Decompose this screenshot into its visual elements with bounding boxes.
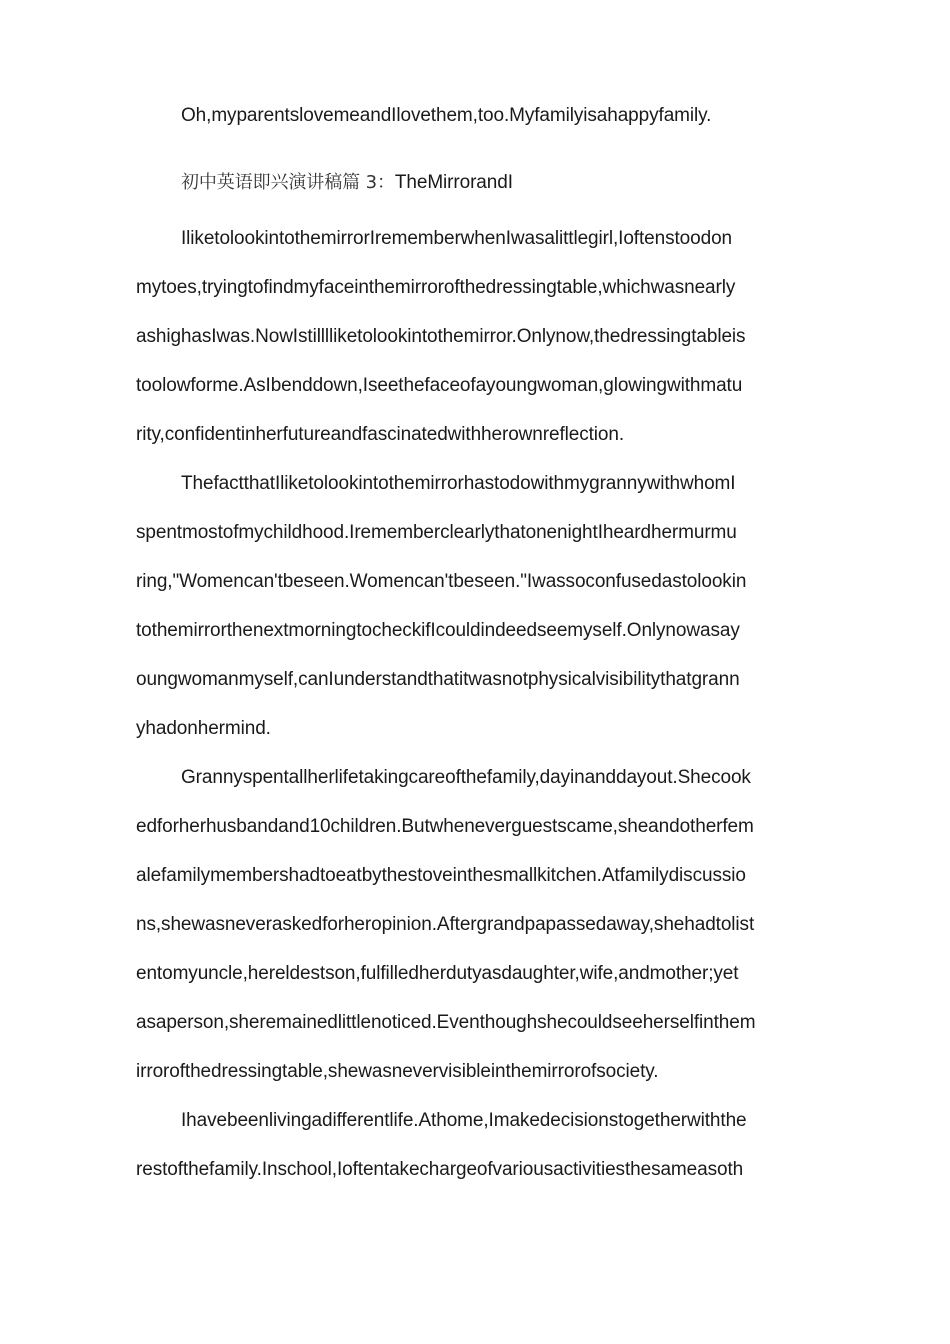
- paragraph-2-line-6: yhadonhermind.: [136, 718, 271, 739]
- paragraph-2-line-4: tothemirrorthenextmorningtocheckifIcouldindeedseemyself.Onlynowasay: [136, 620, 740, 641]
- paragraph-3-line-2: edforherhusbandand10children.Butwheneverguestscame,sheandotherfem: [136, 816, 754, 837]
- intro-line: Oh,myparentslovemeandIlovethem,too.Myfamilyisahappyfamily.: [181, 105, 712, 126]
- paragraph-1-line-2: mytoes,tryingtofindmyfaceinthemirrorofthedressingtable,whichwasnearly: [136, 277, 736, 298]
- paragraph-3-line-3: alefamilymembershadtoeatbythestoveinthesmallkitchen.Atfamilydiscussio: [136, 865, 746, 886]
- paragraph-1-line-5: rity,confidentinherfutureandfascinatedwithherownreflection.: [136, 424, 625, 445]
- heading-prefix: 初中英语即兴演讲稿篇 3：: [181, 172, 395, 193]
- paragraph-3-line-4: ns,shewasneveraskedforheropinion.Aftergrandpapassedaway,shehadtolist: [136, 914, 755, 935]
- paragraph-3-line-6: asaperson,sheremainedlittlenoticed.Eventhoughshecouldseeherselfinthem: [136, 1012, 756, 1033]
- paragraph-1-line-1: IliketolookintothemirrorIrememberwhenIwasalittlegirl,Ioftenstoodon: [181, 228, 732, 249]
- paragraph-3-line-5: entomyuncle,hereldestson,fulfilledherdutyasdaughter,wife,andmother;yet: [136, 963, 739, 984]
- paragraph-2-line-2: spentmostofmychildhood.IrememberclearlythatonenightIheardhermurmu: [136, 522, 737, 543]
- paragraph-2-line-1: ThefactthatIliketolookintothemirrorhastodowithmygrannywithwhomI: [181, 473, 736, 494]
- paragraph-4-line-2: restofthefamily.Inschool,Ioftentakechargeofvariousactivitiesthesameasoth: [136, 1159, 744, 1180]
- heading-title: TheMirrorandI: [394, 172, 513, 193]
- paragraph-2-line-5: oungwomanmyself,canIunderstandthatitwasnotphysicalvisibilitythatgrann: [136, 669, 740, 690]
- paragraph-4-line-1: Ihavebeenlivingadifferentlife.Athome,Imakedecisionstogetherwiththe: [181, 1110, 747, 1131]
- paragraph-2-line-3: ring,"Womencan'tbeseen.Womencan'tbeseen."Iwassoconfusedastolookin: [136, 571, 747, 592]
- paragraph-3-line-1: Grannyspentallherlifetakingcareofthefamily,dayinanddayout.Shecook: [181, 767, 751, 788]
- paragraph-3-line-7: irrorofthedressingtable,shewasnevervisibleinthemirrorofsociety.: [136, 1061, 659, 1082]
- section-heading: [181, 171, 513, 195]
- paragraph-1-line-4: toolowforme.AsIbenddown,Iseethefaceofayoungwoman,glowingwithmatu: [136, 375, 743, 396]
- paragraph-1-line-3: ashighasIwas.NowIstilllliketolookintothemirror.Onlynow,thedressingtableis: [136, 326, 746, 347]
